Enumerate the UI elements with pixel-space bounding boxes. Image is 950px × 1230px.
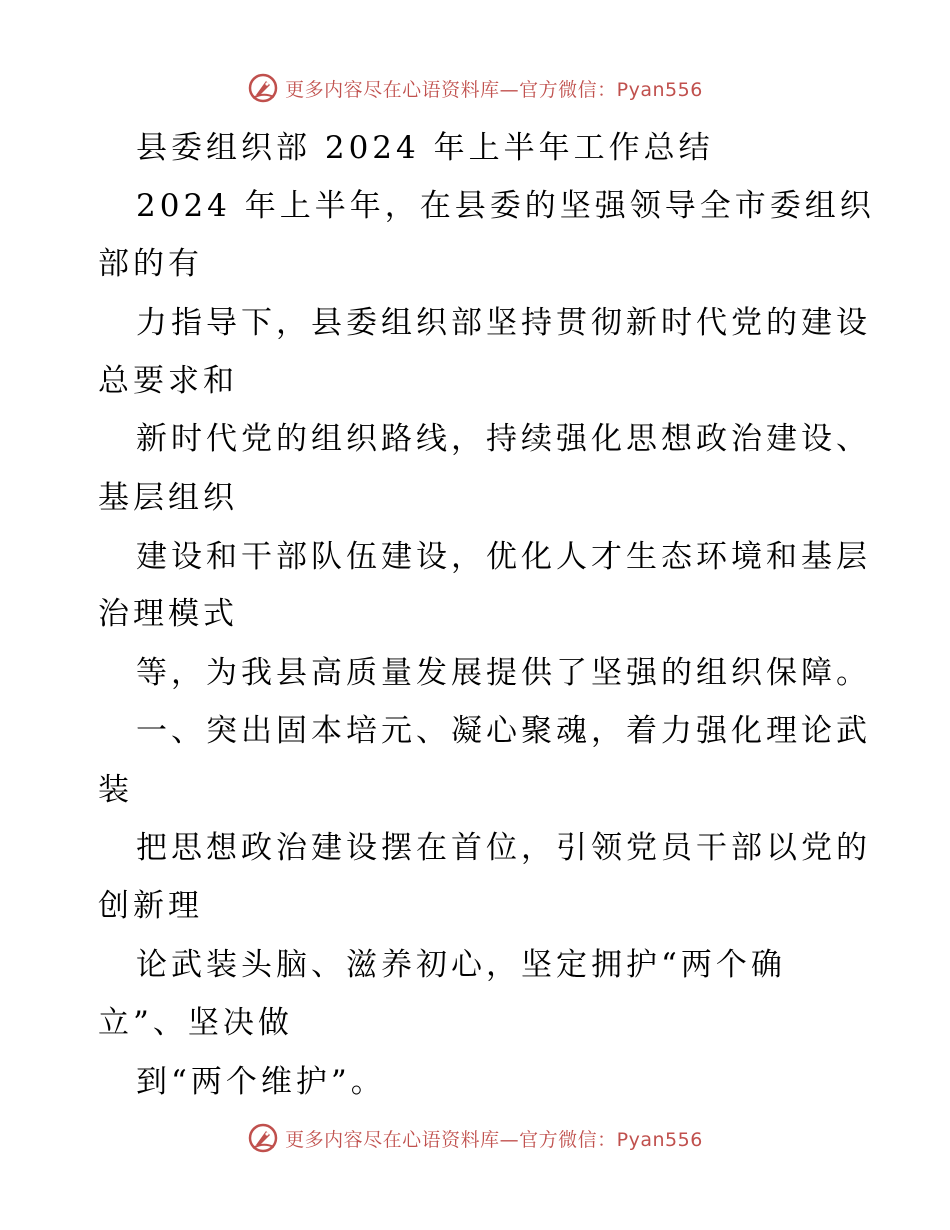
paragraph-line: 到“两个维护”。 bbox=[136, 1064, 386, 1100]
watermark-text: 更多内容尽在心语资料库—官方微信：Pyan556 bbox=[285, 78, 703, 101]
paragraph-line: 创新理 bbox=[98, 888, 203, 924]
watermark-text: 更多内容尽在心语资料库—官方微信：Pyan556 bbox=[285, 1128, 703, 1151]
section-heading: 一、突出固本培元、凝心聚魂，着力强化理论武 bbox=[136, 713, 871, 749]
paragraph-line: 论武装头脑、滋养初心，坚定拥护“两个确 bbox=[136, 947, 786, 983]
paragraph-line: 建设和干部队伍建设，优化人才生态环境和基层 bbox=[136, 539, 871, 575]
paragraph-line: 2024 年上半年，在县委的坚强领导全市委组织 bbox=[136, 188, 875, 224]
paragraph-line: 基层组织 bbox=[98, 480, 238, 516]
fountain-pen-logo-icon bbox=[247, 72, 279, 104]
paragraph-line: 总要求和 bbox=[98, 363, 238, 399]
paragraph-line: 部的有 bbox=[98, 246, 203, 282]
paragraph-line: 治理模式 bbox=[98, 596, 238, 632]
paragraph-line: 力指导下，县委组织部坚持贯彻新时代党的建设 bbox=[136, 305, 871, 341]
footer-watermark-banner bbox=[0, 1122, 950, 1154]
paragraph-line: 把思想政治建设摆在首位，引领党员干部以党的 bbox=[136, 830, 871, 866]
header-watermark-banner bbox=[0, 72, 950, 104]
paragraph-line: 等，为我县高质量发展提供了坚强的组织保障。 bbox=[136, 655, 871, 691]
section-heading: 装 bbox=[98, 772, 133, 808]
fountain-pen-logo-icon bbox=[247, 1122, 279, 1154]
paragraph-line: 新时代党的组织路线，持续强化思想政治建设、 bbox=[136, 421, 871, 457]
paragraph-line: 立”、坚决做 bbox=[98, 1005, 293, 1041]
document-title: 县委组织部 2024 年上半年工作总结 bbox=[136, 130, 714, 166]
